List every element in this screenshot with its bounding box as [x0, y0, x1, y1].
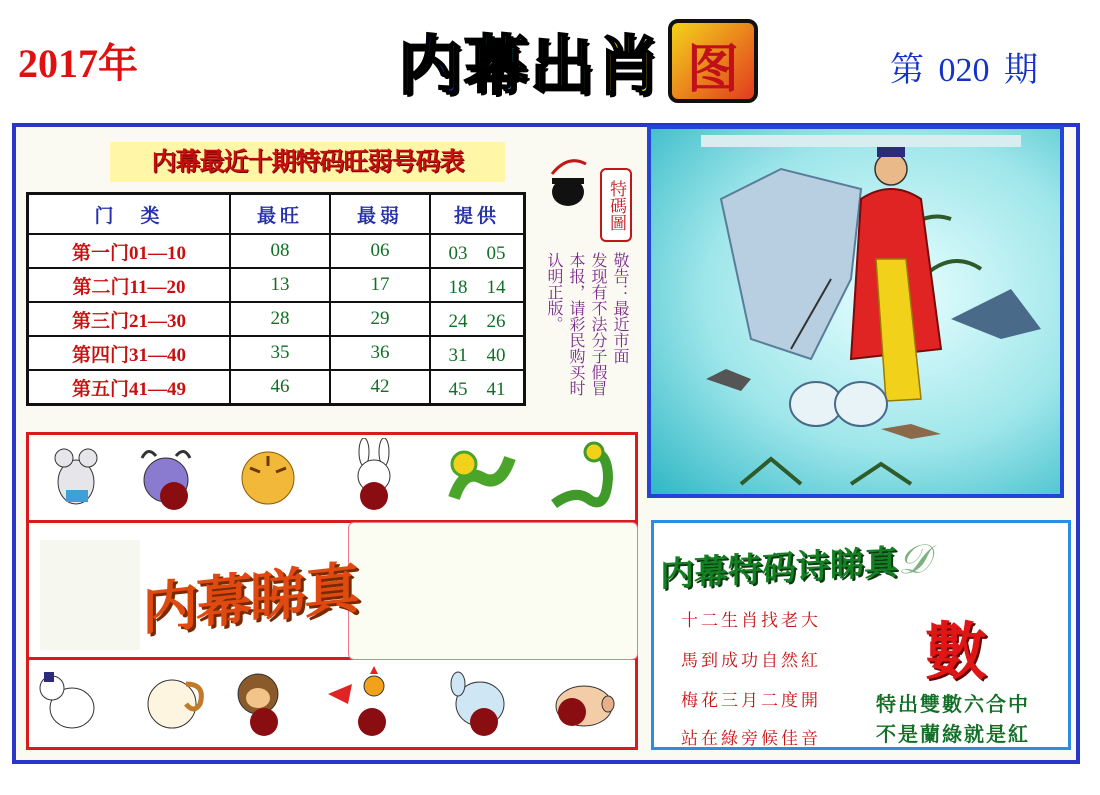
door-cell: 第五门41—49 [28, 370, 231, 405]
hot-cell: 08 [230, 234, 330, 268]
goat-icon [136, 664, 214, 742]
hot-cell: 28 [230, 302, 330, 336]
script-flourish-icon: 𝒟 [898, 535, 930, 584]
col-header-hot: 最旺 [230, 194, 330, 235]
col-header-provide: 提供 [430, 194, 525, 235]
notice-col-4: 认明正版。 [545, 252, 564, 332]
dragon-icon [444, 438, 522, 516]
provide-cell: 24 26 [430, 302, 525, 336]
logo-char-5: 图 [686, 40, 739, 100]
logo-char-1: 内 [398, 30, 464, 104]
table-row [28, 268, 525, 302]
notice-col-2: 发现有不法分子假冒 [589, 252, 608, 396]
issue-number: 第 020 期 [890, 52, 1038, 89]
notice-col-3: 本报，请彩民购买时 [567, 252, 586, 396]
table-row [28, 302, 525, 336]
cold-cell: 06 [330, 234, 430, 268]
inside-look-banner: 内幕睇真 [142, 555, 358, 644]
provide-cell: 18 14 [430, 268, 525, 302]
provide-cell: 31 40 [430, 336, 525, 370]
poem-shu-char: 數 [925, 615, 988, 688]
cold-cell: 29 [330, 302, 430, 336]
dog-icon [440, 664, 518, 742]
snake-icon [546, 438, 624, 516]
logo-char-4: 肖 [596, 30, 662, 104]
monkey-icon [224, 664, 302, 742]
col-header-door: 门 类 [28, 194, 231, 235]
cold-cell: 36 [330, 336, 430, 370]
logo-char-2: 幕 [464, 30, 530, 104]
door-cell: 第二门11—20 [28, 268, 231, 302]
provide-cell: 45 41 [430, 370, 525, 405]
table-row [28, 336, 525, 370]
table-header-row [28, 194, 525, 235]
door-cell: 第一门01—10 [28, 234, 231, 268]
logo-char-3: 出 [530, 30, 596, 104]
year-label: 2017年 [18, 41, 138, 86]
poem-line: 梅花三月二度開 [681, 691, 821, 711]
tiger-icon [230, 438, 308, 516]
table-title: 内幕最近十期特码旺弱号码表 [110, 142, 505, 182]
notice-col-1: 敬告：最近市面 [611, 252, 630, 364]
logo-char-5-box [668, 19, 758, 103]
seal-stamp: 特碼圖 [600, 168, 632, 242]
table-row [28, 370, 525, 405]
door-cell: 第三门21—30 [28, 302, 231, 336]
col-header-cold: 最弱 [330, 194, 430, 235]
horse-icon [32, 664, 110, 742]
answer-line: 特出雙數六合中 [876, 692, 1030, 716]
door-cell: 第四门31—40 [28, 336, 231, 370]
poem-line: 馬到成功自然紅 [681, 651, 821, 671]
hot-cell: 35 [230, 336, 330, 370]
rooster-icon [322, 664, 400, 742]
provide-cell: 03 05 [430, 234, 525, 268]
cold-cell: 17 [330, 268, 430, 302]
pig-icon [542, 664, 620, 742]
hot-cell: 46 [230, 370, 330, 405]
cold-cell: 42 [330, 370, 430, 405]
poem-title-text: 内幕特码诗睇真 [660, 542, 898, 596]
middle-blank-box [348, 522, 638, 660]
painting-illustration [651, 129, 1060, 494]
ox-icon [128, 438, 206, 516]
rabbit-icon [340, 438, 418, 516]
hot-cell: 13 [230, 268, 330, 302]
poem-line: 十二生肖找老大 [681, 611, 821, 631]
answer-line: 不是蘭綠就是紅 [876, 722, 1030, 746]
masthead-logo [398, 20, 758, 102]
middle-blank-left [40, 540, 140, 650]
rat-icon [38, 438, 116, 516]
hot-cold-table [26, 192, 526, 406]
poem-line: 站在綠旁候佳音 [681, 729, 821, 749]
table-row [28, 234, 525, 268]
pot-icon [546, 152, 590, 216]
scholar-painting [647, 125, 1064, 498]
